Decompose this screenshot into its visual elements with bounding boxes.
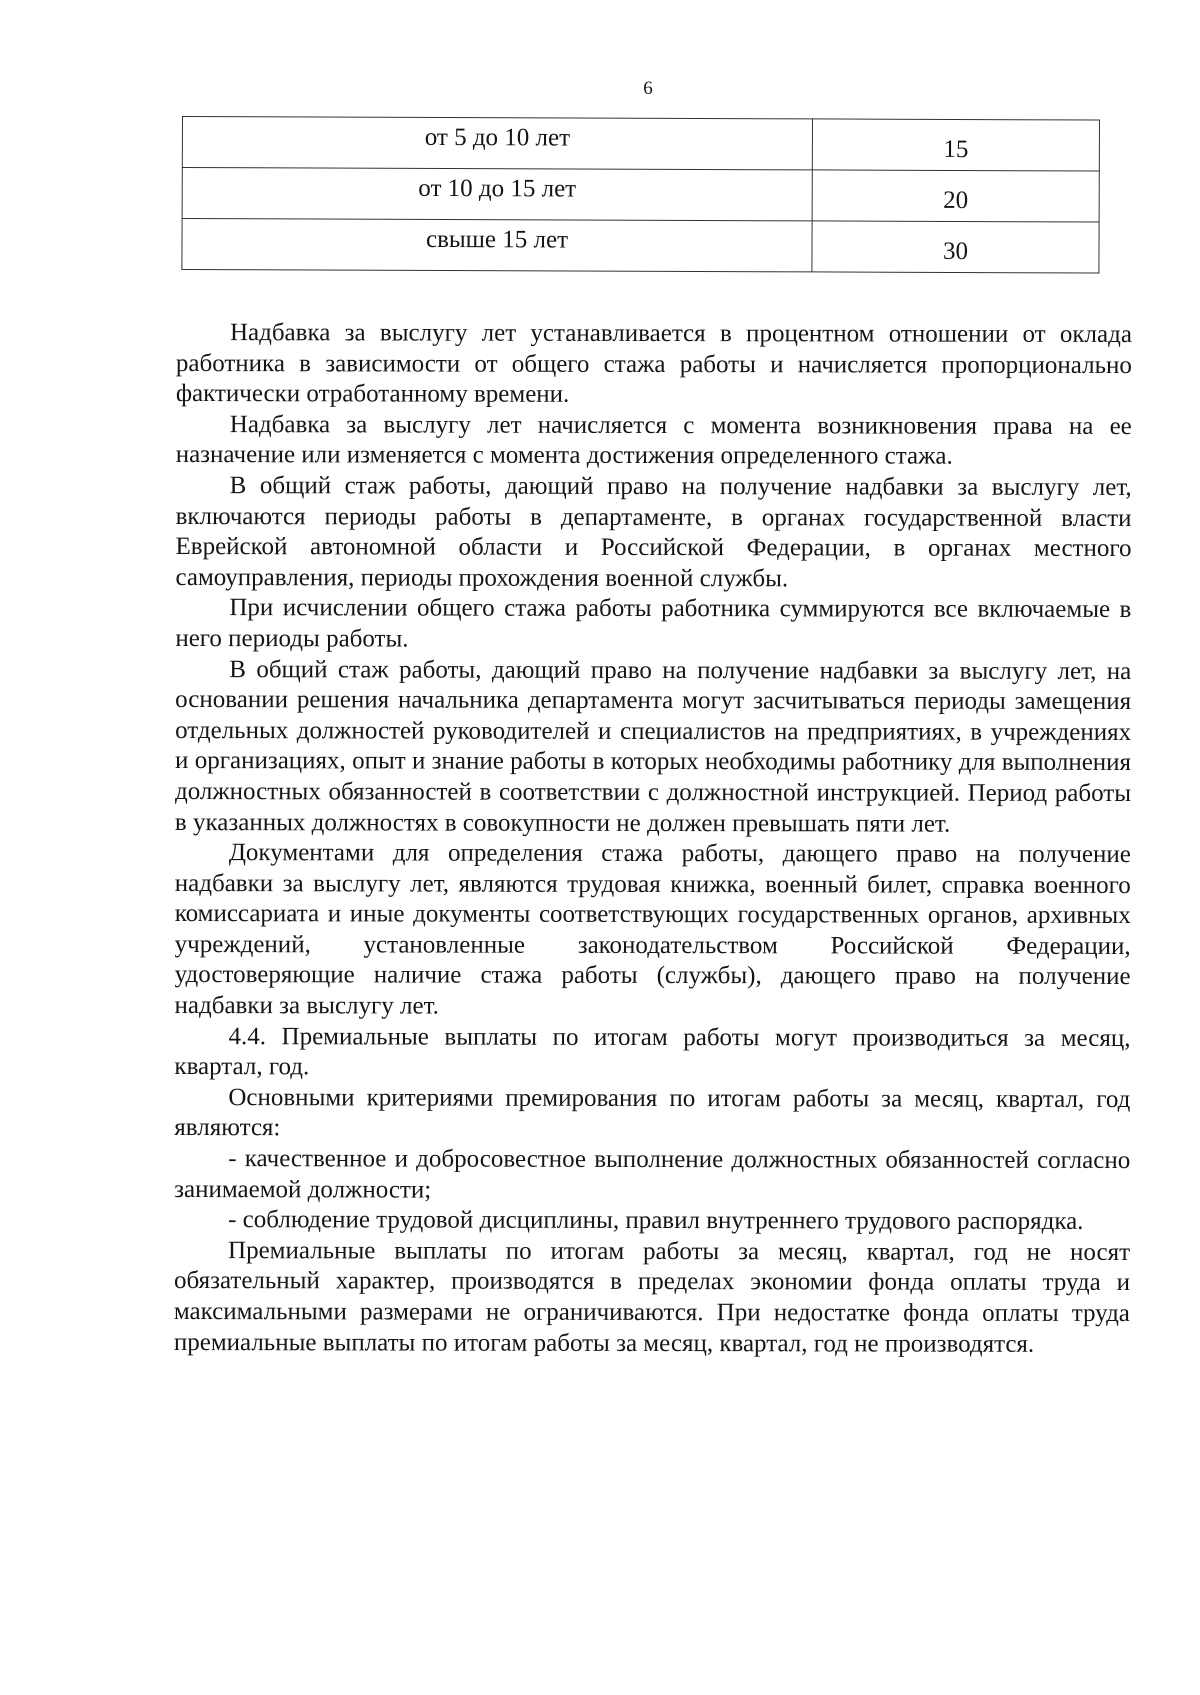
paragraph-seniority-bonus-definition: Надбавка за выслугу лет устанавливается в процентном отношении от оклада работника в зависимости от общего стажа работы и начисляется пропорционально фактически отработанному времени. — [175, 319, 1132, 409]
table-cell-period: от 5 до 10 лет — [182, 117, 812, 170]
table-cell-period: от 10 до 15 лет — [182, 168, 812, 221]
table-cell-period: свыше 15 лет — [182, 219, 812, 272]
table-cell-value: 30 — [812, 221, 1099, 273]
paragraph-documents: Документами для определения стажа работы, дающего право на получение надбавки за выслугу лет, являются трудовая книжка, военный билет, справка военного комиссариата и иные документы соответствующих государственных органов, архивных учреждений, установленные законодательством Российской Федерации, удостоверяющие наличие стажа работы (службы), дающего право на получение надбавки за выслугу лет. — [174, 839, 1131, 1020]
paragraph-criterion-quality: - качественное и добросовестное выполнение должностных обязанностей согласно занимаемой должности; — [174, 1145, 1131, 1204]
paragraph-seniority-bonus-accrual: Надбавка за выслугу лет начисляется с момента возникновения права на ее назначение или изменяется с момента достижения определенного стажа. — [175, 410, 1132, 471]
page-number: 6 — [643, 78, 653, 99]
paragraph-included-periods: В общий стаж работы, дающий право на получение надбавки за выслугу лет, включаются периоды работы в департаменте, в органах государственной власти Еврейской автономной области и Российской Федерации, в органах местного самоуправления, периоды прохождения военной службы. — [175, 472, 1132, 593]
table-row — [182, 168, 1099, 223]
paragraph-criterion-discipline: - соблюдение трудовой дисциплины, правил внутреннего трудового распорядка. — [228, 1206, 1084, 1236]
document-body — [174, 318, 1132, 1360]
paragraph-summation: При исчислении общего стажа работы работника суммируются все включаемые в него периоды работы. — [175, 594, 1132, 653]
paragraph-criteria-intro: Основными критериями премирования по итогам работы за месяц, квартал, год являются: — [174, 1083, 1131, 1142]
seniority-bonus-table — [181, 116, 1100, 274]
paragraph-bonus-conditions: Премиальные выплаты по итогам работы за месяц, квартал, год не носят обязательный характер, производятся в пределах экономии фонда оплаты труда и максимальными размерами не ограничиваются. При недостатке фонда оплаты труда премиальные выплаты по итогам работы за месяц, квартал, год не производятся. — [173, 1236, 1131, 1358]
table-row — [182, 117, 1099, 172]
table-cell-value: 20 — [812, 170, 1099, 222]
paragraph-section-4-4: 4.4. Премиальные выплаты по итогам работы могут производиться за месяц, квартал, год. — [174, 1022, 1131, 1081]
table-row — [182, 219, 1099, 274]
table-cell-value: 15 — [812, 119, 1099, 171]
paragraph-head-decision: В общий стаж работы, дающий право на получение надбавки за выслугу лет, на основании решения начальника департамента могут засчитываться периоды замещения отдельных должностей руководителей и специалистов на предприятиях, в учреждениях и организациях, опыт и знание работы в которых необходимы работнику для выполнения должностных обязанностей в соответствии с должностной инструкцией. Период работы в указанных должностях в совокупности не должен превышать пяти лет. — [174, 655, 1132, 838]
